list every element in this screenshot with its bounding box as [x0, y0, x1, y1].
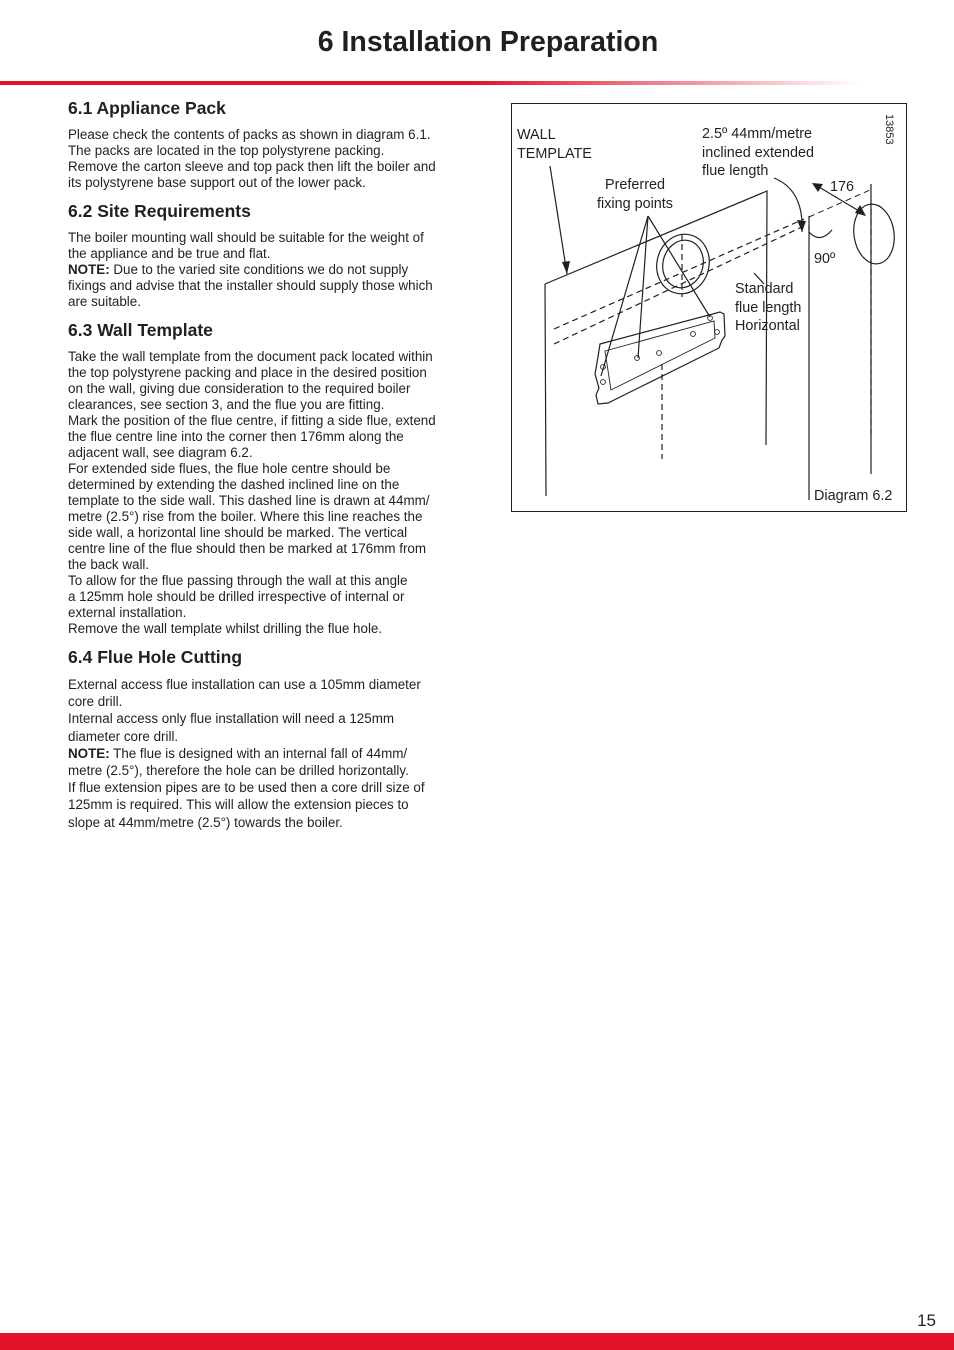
label-line: inclined extended [702, 144, 815, 161]
section-heading: 6.3 Wall Template [68, 320, 213, 340]
paragraph-line: are suitable. [68, 294, 141, 309]
footer-bar [0, 1333, 954, 1350]
fixing-point [715, 330, 720, 335]
page-title: 6 Installation Preparation [317, 26, 659, 58]
paragraph-line: Please check the contents of packs as shown in diagram 6.1. [68, 127, 431, 142]
paragraph-line: its polystyrene base support out of the lower pack. [68, 175, 366, 190]
paragraph-line: a 125mm hole should be drilled irrespective of internal or [68, 589, 405, 604]
paragraph-line: metre (2.5°), therefore the hole can be drilled horizontally. [68, 763, 409, 779]
label-line: Standard [735, 281, 794, 297]
title-divider [0, 81, 860, 85]
paragraph-line: core drill. [68, 694, 123, 710]
note-label: NOTE: [68, 262, 110, 277]
paragraph-line: Remove the wall template whilst drilling the flue hole. [68, 621, 383, 636]
paragraph-line: the flue centre line into the corner then 176mm along the [68, 429, 404, 444]
note-text: The flue is designed with an internal fall of 44mm/ [109, 745, 408, 761]
paragraph-line: side wall, a horizontal line should be marked. The vertical [68, 525, 408, 540]
label-line: TEMPLATE [517, 145, 592, 162]
angle-arc [809, 230, 832, 238]
inclined-flue-label [702, 125, 814, 181]
fixing-point [635, 356, 640, 361]
diagram-caption: Diagram 6.2 [814, 488, 893, 504]
paragraph-line: External access flue installation can use a 105mm diameter [68, 677, 421, 692]
fixing-point [691, 332, 696, 337]
inclined-pointer [774, 178, 802, 232]
paragraph-line: the appliance and be true and flat. [68, 246, 271, 261]
flue-hole-outer [650, 228, 716, 299]
label-line: Preferred [605, 177, 665, 193]
dimension-label: 176 [830, 179, 855, 195]
label-line: flue length [735, 299, 802, 316]
section-heading: 6.1 Appliance Pack [68, 98, 226, 118]
paragraph-line: To allow for the flue passing through the wall at this angle [68, 573, 408, 588]
mounting-bracket [595, 312, 725, 404]
wall-template-label [517, 126, 592, 163]
label-line: 2.5º 44mm/metre [702, 126, 813, 142]
paragraph-line: the back wall. [68, 557, 150, 572]
label-line: fixing points [597, 195, 673, 212]
paragraph-line: The boiler mounting wall should be suitable for the weight of [68, 230, 424, 245]
text-column [68, 97, 468, 840]
preferred-fixing-label [597, 176, 673, 213]
fixing-point [657, 351, 662, 356]
paragraph-line: the top polystyrene packing and place in the desired position [68, 365, 427, 380]
paragraph-line: metre (2.5°) rise from the boiler. Where this line reaches the [68, 509, 423, 524]
paragraph-line: The packs are located in the top polystyrene packing. [68, 143, 385, 158]
fixing-pointer-3 [648, 216, 710, 317]
paragraph-line: determined by extending the dashed inclined line on the [68, 477, 400, 492]
wall-template-pointer [550, 166, 567, 274]
label-line: Horizontal [735, 318, 800, 334]
standard-flue-label [735, 280, 801, 336]
paragraph-line: Internal access only flue installation will need a 125mm [68, 711, 395, 727]
paragraph-line: Take the wall template from the document pack located within [68, 349, 433, 364]
paragraph-line: slope at 44mm/metre (2.5°) towards the boiler. [68, 814, 343, 830]
wall-template-outline [545, 191, 767, 496]
paragraph-line: adjacent wall, see diagram 6.2. [68, 445, 253, 460]
paragraph-line: external installation. [68, 605, 187, 620]
section-site-requirements [68, 200, 468, 310]
paragraph-line: clearances, see section 3, and the flue you are fitting. [68, 397, 385, 412]
paragraph-line: on the wall, giving due consideration to the required boiler [68, 381, 411, 396]
note-line [68, 262, 468, 278]
diagram-6-2 [511, 103, 907, 512]
section-heading: 6.4 Flue Hole Cutting [68, 647, 243, 667]
paragraph-line: fixings and advise that the installer should supply those which [68, 278, 433, 293]
section-appliance-pack [68, 97, 468, 191]
section-wall-template [68, 319, 468, 637]
note-line [68, 745, 468, 762]
diagram-code: 13853 [883, 114, 895, 145]
paragraph-line: If flue extension pipes are to be used then a core drill size of [68, 780, 425, 796]
inclined-arrowhead [797, 220, 806, 232]
paragraph-line: 125mm is required. This will allow the extension pieces to [68, 797, 409, 813]
paragraph-line: For extended side flues, the flue hole centre should be [68, 461, 391, 476]
paragraph-line: centre line of the flue should then be marked at 176mm from [68, 541, 427, 556]
note-label: NOTE: [68, 745, 110, 761]
angle-label: 90º [814, 251, 836, 267]
dimension-arrowhead-left [812, 183, 823, 192]
paragraph-line: template to the side wall. This dashed line is drawn at 44mm/ [68, 493, 430, 508]
paragraph-line: Remove the carton sleeve and top pack then lift the boiler and [68, 159, 436, 174]
section-flue-hole-cutting [68, 646, 468, 831]
page-number: 15 [917, 1311, 936, 1330]
paragraph-line: Mark the position of the flue centre, if fitting a side flue, extend [68, 413, 436, 428]
wall-template-arrowhead [562, 261, 570, 274]
note-text: Due to the varied site conditions we do not supply [109, 262, 409, 277]
fixing-point [601, 380, 606, 385]
fixing-pointer-1 [601, 216, 648, 376]
paragraph-line: diameter core drill. [68, 728, 179, 744]
label-line: WALL [517, 127, 556, 143]
fixing-pointer-2 [638, 216, 648, 358]
section-heading: 6.2 Site Requirements [68, 201, 251, 221]
label-line: flue length [702, 163, 769, 179]
